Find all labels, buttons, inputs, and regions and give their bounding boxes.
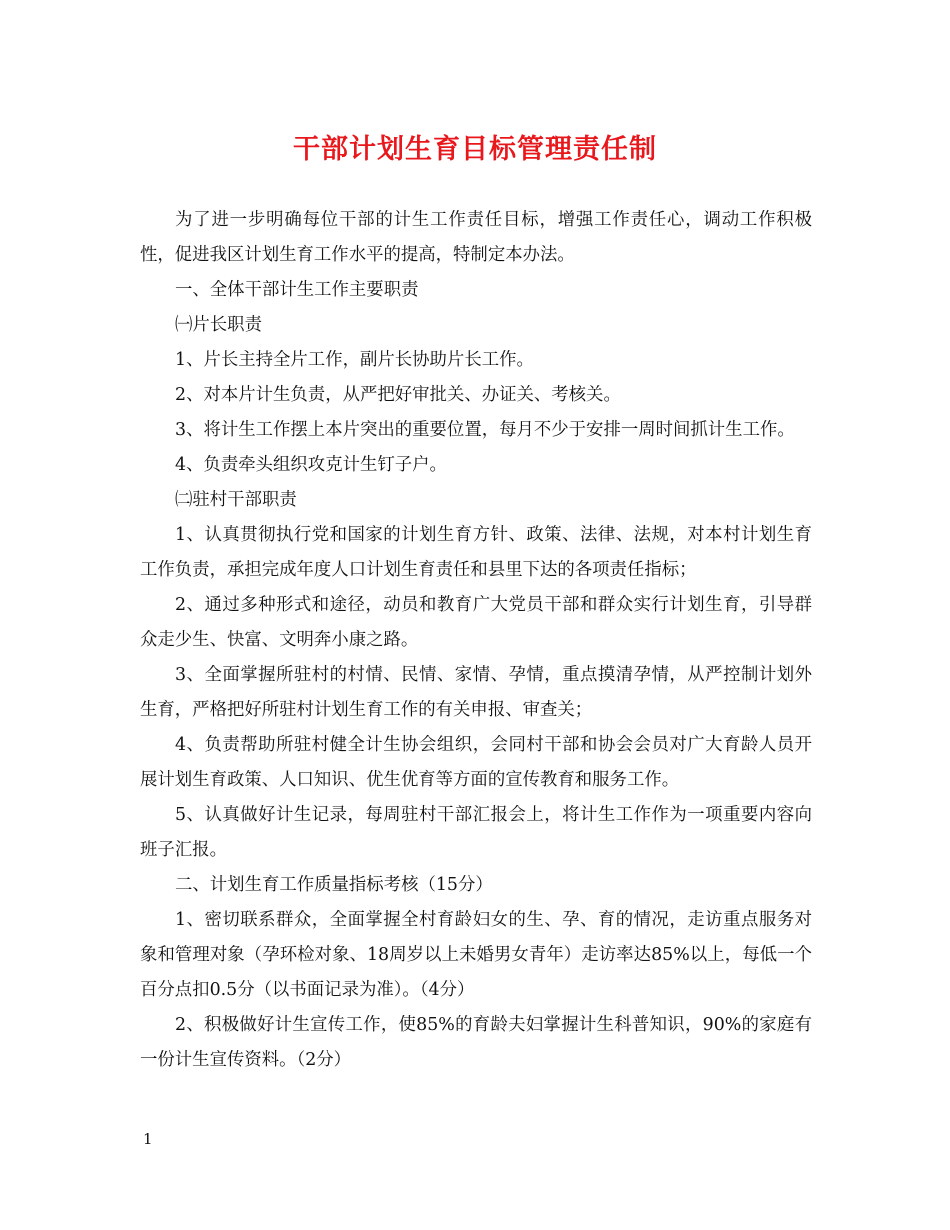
list-item: 5、认真做好计生记录，每周驻村干部汇报会上，将计生工作作为一项重要内容向班子汇报。: [140, 805, 812, 860]
list-item: 1、片长主持全片工作，副片长协助片长工作。: [175, 350, 534, 370]
list-item: 2、通过多种形式和途径，动员和教育广大党员干部和群众实行计划生育，引导群众走少生、快富、文明奔小康之路。: [140, 595, 812, 650]
list-item: 2、对本片计生负责，从严把好审批关、办证关、考核关。: [175, 385, 621, 405]
document-body: [140, 203, 812, 1078]
page-number: 1: [143, 1130, 153, 1148]
list-item: 1、认真贯彻执行党和国家的计划生育方针、政策、法律、法规，对本村计划生育工作负责，承担完成年度人口计划生育责任和县里下达的各项责任指标；: [140, 525, 812, 580]
subsection-heading-village-cadre: ㈡驻村干部职责: [175, 490, 297, 510]
list-item: 4、负责帮助所驻村健全计生协会组织，会同村干部和协会会员对广大育龄人员开展计划生育政策、人口知识、优生优育等方面的宣传教育和服务工作。: [140, 735, 812, 790]
list-item: 1、密切联系群众，全面掌握全村育龄妇女的生、孕、育的情况，走访重点服务对象和管理对象（孕环检对象、18周岁以上未婚男女青年）走访率达85%以上，每低一个百分点扣0.5分（以书面记录为准）。（4分）: [140, 910, 812, 1000]
subsection-heading-area-leader: ㈠片长职责: [175, 315, 262, 335]
list-item: 2、积极做好计生宣传工作，使85%的育龄夫妇掌握计生科普知识，90%的家庭有一份计生宣传资料。（2分）: [140, 1015, 812, 1070]
list-item: 3、将计生工作摆上本片突出的重要位置，每月不少于安排一周时间抓计生工作。: [175, 420, 795, 440]
paragraph-intro: 为了进一步明确每位干部的计生工作责任目标，增强工作责任心，调动工作积极性，促进我区计划生育工作水平的提高，特制定本办法。: [140, 210, 812, 265]
list-item: 4、负责牵头组织攻克计生钉子户。: [175, 455, 447, 475]
section-heading-1: 一、全体干部计生工作主要职责: [175, 280, 419, 300]
page-title: 干部计划生育目标管理责任制: [293, 134, 657, 165]
list-item: 3、全面掌握所驻村的村情、民情、家情、孕情，重点摸清孕情，从严控制计划外生育，严格把好所驻村计划生育工作的有关申报、审查关；: [140, 665, 812, 720]
section-heading-2: 二、计划生育工作质量指标考核（15分）: [175, 875, 493, 895]
